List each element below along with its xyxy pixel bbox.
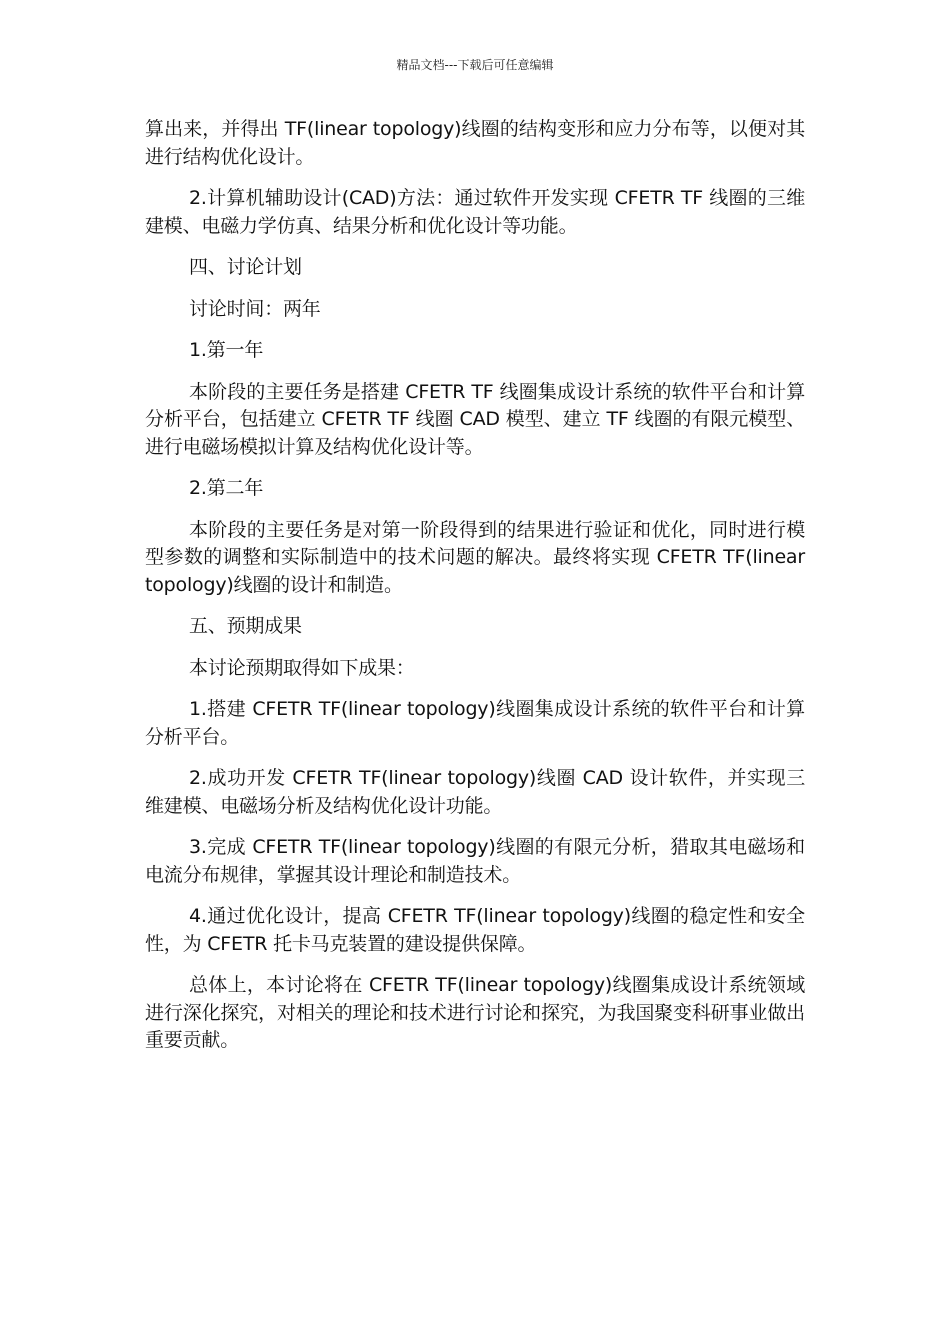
section-heading-plan: 四、讨论计划: [189, 256, 302, 278]
paragraph-year-two-tasks: 本阶段的主要任务是对第一阶段得到的结果进行验证和优化，同时进行模型参数的调整和实际制造中的技术问题的解决。最终将实现 CFETR TF(linear topology)线圈的设计和制造。: [145, 518, 805, 596]
paragraph-continuation: 算出来，并得出 TF(linear topology)线圈的结构变形和应力分布等，以便对其进行结构优化设计。: [145, 118, 805, 168]
paragraph-cad-method: 2.计算机辅助设计(CAD)方法：通过软件开发实现 CFETR TF 线圈的三维建模、电磁力学仿真、结果分析和优化设计等功能。: [145, 187, 805, 237]
page-header: 精品文档---下载后可任意编辑: [396, 58, 554, 72]
list-item-outcome-4: 4.通过优化设计，提高 CFETR TF(linear topology)线圈的稳定性和安全性，为 CFETR 托卡马克装置的建设提供保障。: [145, 905, 805, 955]
section-heading-outcomes: 五、预期成果: [189, 615, 302, 637]
subheading-year-two: 2.第二年: [189, 477, 264, 499]
paragraph-duration: 讨论时间：两年: [189, 297, 321, 320]
list-item-outcome-3: 3.完成 CFETR TF(linear topology)线圈的有限元分析，猎取其电磁场和电流分布规律，掌握其设计理论和制造技术。: [145, 836, 805, 886]
list-item-outcome-1: 1.搭建 CFETR TF(linear topology)线圈集成设计系统的软件平台和计算分析平台。: [145, 698, 805, 748]
list-item-outcome-2: 2.成功开发 CFETR TF(linear topology)线圈 CAD 设计软件，并实现三维建模、电磁场分析及结构优化设计功能。: [145, 767, 805, 817]
document-body: [145, 116, 805, 1069]
paragraph-summary: 总体上，本讨论将在 CFETR TF(linear topology)线圈集成设计系统领域进行深化探究，对相关的理论和技术进行讨论和探究，为我国聚变科研事业做出重要贡献。: [145, 974, 805, 1051]
paragraph-outcomes-intro: 本讨论预期取得如下成果：: [189, 656, 415, 679]
paragraph-year-one-tasks: 本阶段的主要任务是搭建 CFETR TF 线圈集成设计系统的软件平台和计算分析平台，包括建立 CFETR TF 线圈 CAD 模型、建立 TF 线圈的有限元模型、进行电磁场模拟计算及结构优化设计等。: [145, 380, 805, 458]
subheading-year-one: 1.第一年: [189, 339, 264, 361]
